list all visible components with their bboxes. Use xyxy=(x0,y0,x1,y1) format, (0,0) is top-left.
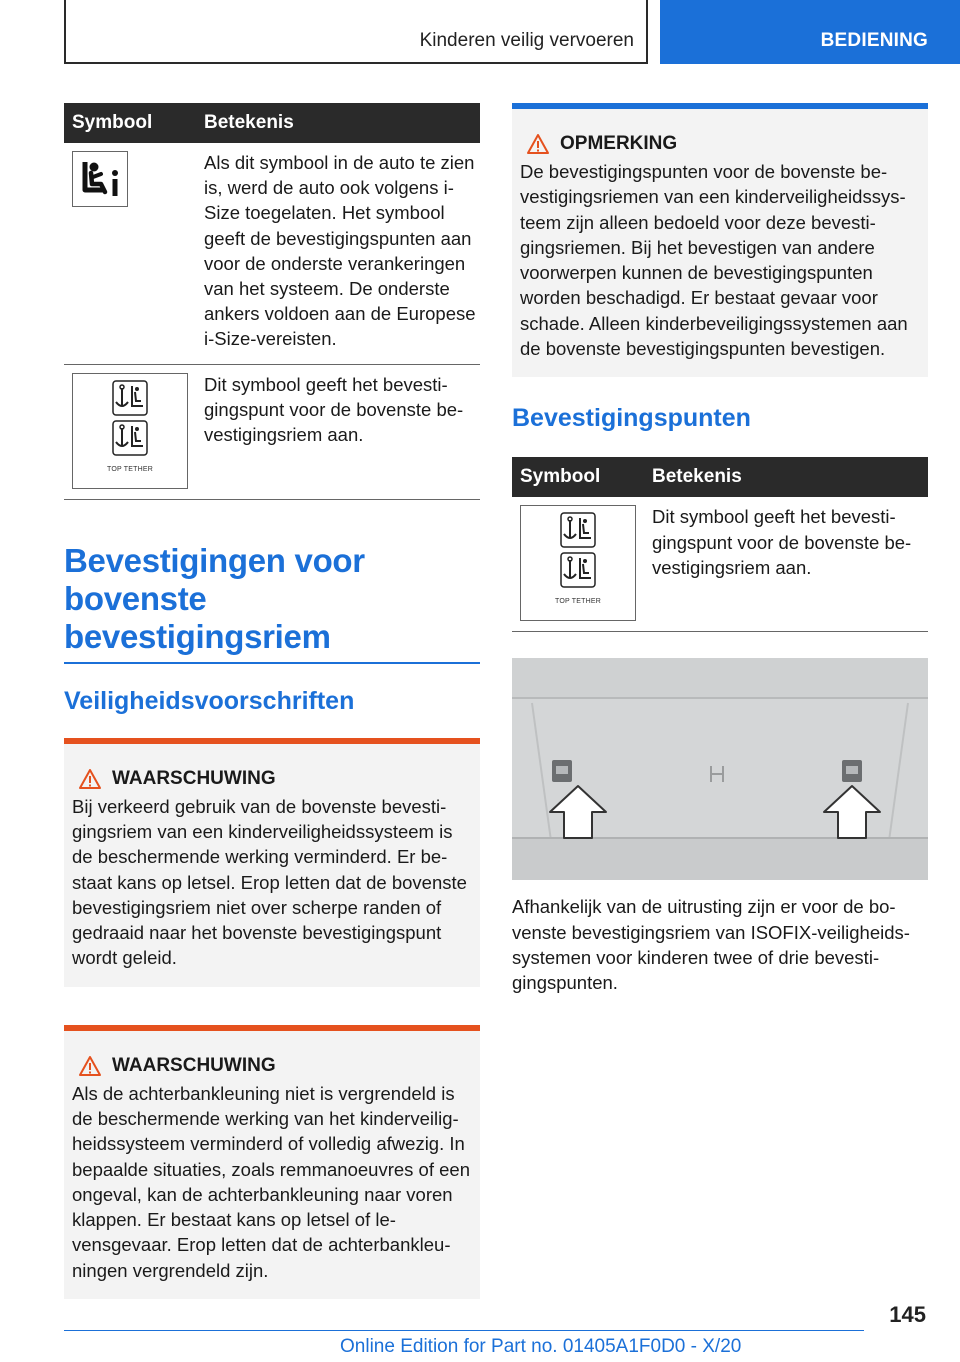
warning-box xyxy=(64,738,480,987)
header-section-tab xyxy=(660,0,960,64)
left-column xyxy=(64,103,480,1299)
header-title-box xyxy=(64,0,648,64)
warning-title: WAARSCHUWING xyxy=(112,767,276,789)
table-row xyxy=(512,497,928,632)
symbol-table-left xyxy=(64,103,480,500)
seat-backrest-anchor-points-photo xyxy=(512,658,928,880)
top-tether-icon xyxy=(72,373,188,489)
footer-edition: Online Edition for Part no. 01405A1F0D0 - X/20 xyxy=(340,1336,742,1357)
column-header-symbol: Symbool xyxy=(512,457,644,497)
table-row xyxy=(64,143,480,364)
isize-seat-icon xyxy=(72,151,128,207)
right-column xyxy=(512,103,928,996)
warning-triangle-icon xyxy=(78,1055,102,1077)
note-title: OPMERKING xyxy=(560,133,678,154)
meaning-text: Als dit symbool in de auto te zien is, werd de auto ook volgens i-Size toegelaten. Het symbool geeft de bevestigingspunten aan voor de onderste verankeringen van het systeem. De onderste ankers voldoen aan de Europese i-Size-vereisten. xyxy=(196,143,480,364)
warning-title: WAARSCHUWING xyxy=(112,1054,276,1076)
top-tether-icon xyxy=(520,505,636,621)
warning-triangle-icon xyxy=(78,768,102,790)
page-number: 145 xyxy=(889,1302,926,1327)
meaning-text: Dit symbool geeft het bevestigingspunt voor de bovenste bevestigingsriem aan. xyxy=(196,364,480,499)
chapter-title: Kinderen veilig vervoeren xyxy=(419,30,634,51)
section-label: BEDIENING xyxy=(820,30,928,51)
column-header-meaning: Betekenis xyxy=(196,103,480,143)
table-row xyxy=(64,364,480,499)
note-box xyxy=(512,103,928,377)
warning-triangle-icon xyxy=(526,133,550,155)
photo-caption: Afhankelijk van de uitrusting zijn er voor de bovenste bevestigingsriem van ISOFIX-veiligheidssystemen voor kinderen twee of drie bevestigingspunten. xyxy=(512,896,910,994)
meaning-text: Dit symbool geeft het bevestigingspunt voor de bovenste bevestigingsriem aan. xyxy=(644,497,928,632)
section-heading: Bevestigingen voor bovenste bevestigingsriem xyxy=(64,542,480,664)
warning-text: Als de achterbankleuning niet is vergrendeld is de beschermende werking van het kinderveiligheidssysteem verminderd of volledig afwezig. In bepaalde situaties, zoals remmanoeuvres of een ongeval, kan de achterbankleuning naar voren klappen. Er bestaat kans op letsel of levensgevaar. Erop letten dat de achterbankleuningen vergrendeld zijn. xyxy=(72,1082,470,1281)
top-tether-label: TOP TETHER xyxy=(555,598,601,606)
subheading-points: Bevestigingspunten xyxy=(512,404,751,433)
warning-box xyxy=(64,1025,480,1299)
symbol-table-right xyxy=(512,457,928,632)
footer-divider xyxy=(64,1330,864,1331)
warning-text: Bij verkeerd gebruik van de bovenste bevestigingsriem van een kinderveiligheidssysteem is de beschermende werking verminderd. Er bestaat kans op letsel. Erop letten dat de bovenste bevestigingsriem niet over scherpe randen of gedraaid naar het bovenste bevestigingspunt wordt geleid. xyxy=(72,795,467,969)
column-header-symbol: Symbool xyxy=(64,103,196,143)
subheading-safety: Veiligheidsvoorschriften xyxy=(64,686,355,715)
top-tether-label: TOP TETHER xyxy=(107,465,153,473)
column-header-meaning: Betekenis xyxy=(644,457,928,497)
note-text: De bevestigingspunten voor de bovenste bevestigingsriemen van een kinderveiligheidssysteem zijn alleen bedoeld voor deze bevestigingsriemen. Bij het bevestigen van andere voorwerpen kunnen de bevestigingspunten worden beschadigd. Er bestaat gevaar voor schade. Alleen kinderbeveiligingssystemen aan de bovenste bevestigingspunten bevestigen. xyxy=(520,161,908,360)
